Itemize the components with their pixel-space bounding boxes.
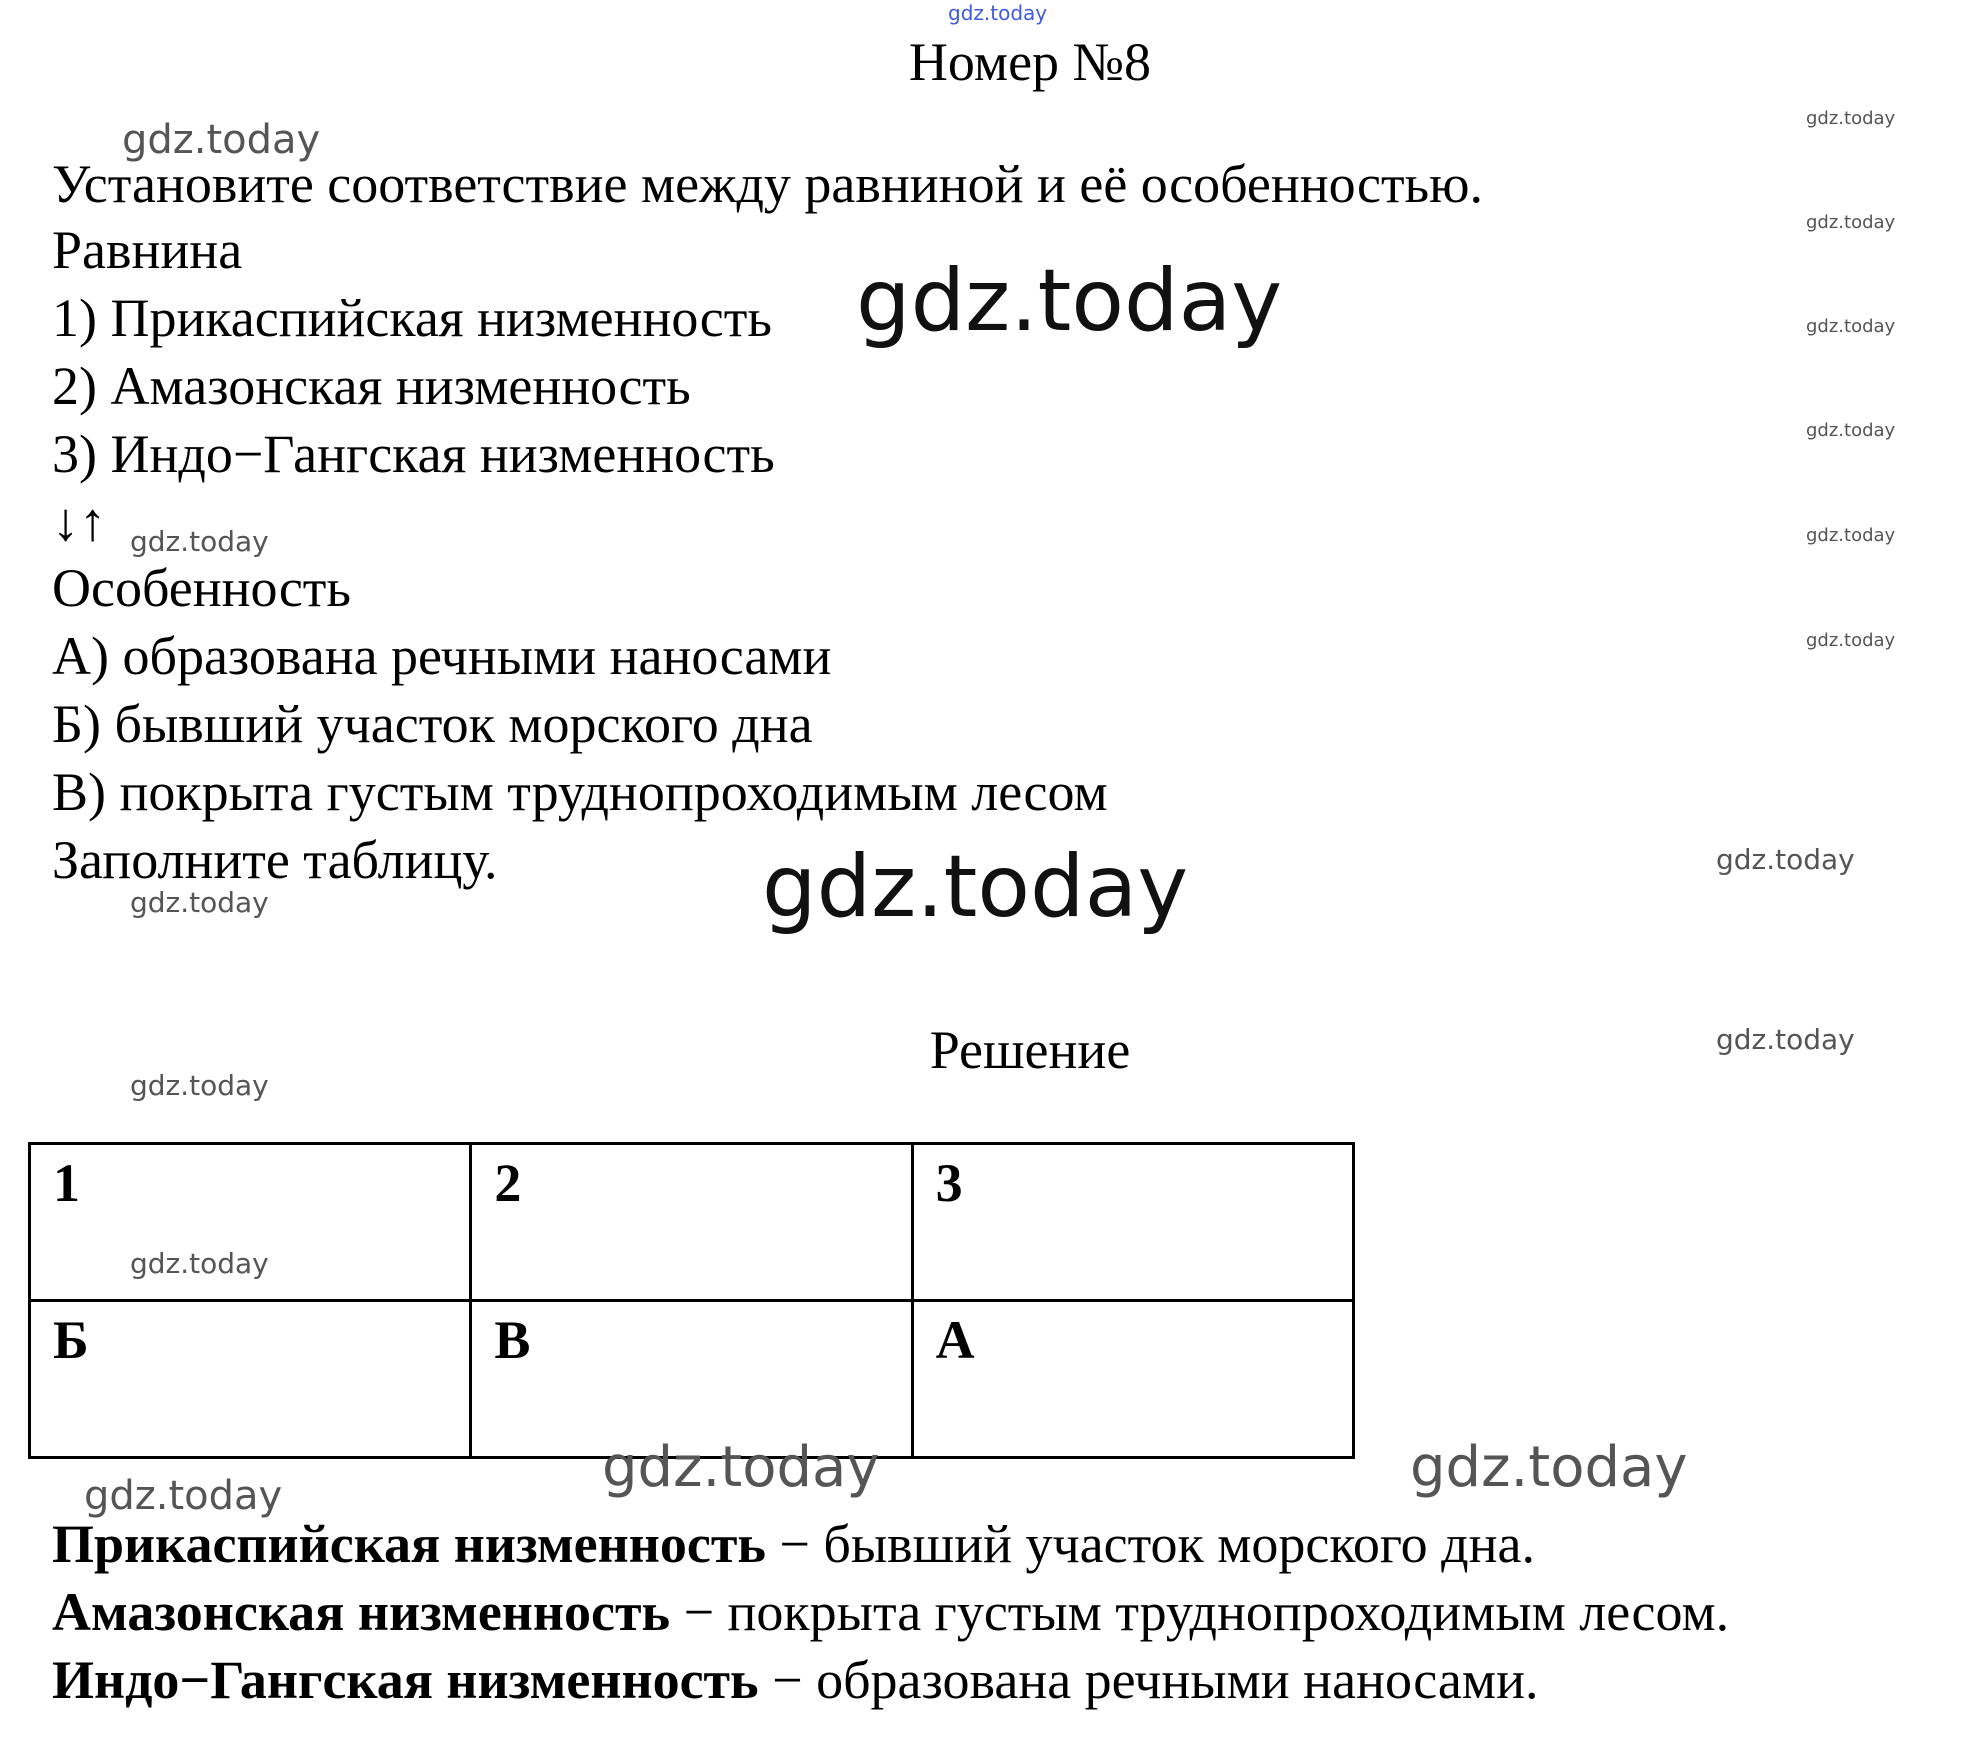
table-cell: 1 [30,1144,471,1301]
answer-table [28,1142,1355,1459]
feature-item: Б) бывший участок морского дна [52,694,813,754]
fill-prompt: Заполните таблицу. [52,830,498,890]
plains-header: Равнина [52,220,243,280]
explanation-text: − образована речными наносами. [758,1650,1539,1710]
features-header: Особенность [52,558,352,618]
watermark: gdz.today [130,1069,269,1102]
table-cell: 2 [471,1144,912,1301]
watermark: gdz.today [1806,630,1896,651]
watermark: gdz.today [1716,1023,1855,1056]
plain-item: 1) Прикаспийская низменность [52,288,772,348]
watermark: gdz.today [1806,420,1896,441]
table-cell: А [912,1301,1353,1458]
watermark: gdz.today [1410,1435,1688,1500]
watermark: gdz.today [1806,525,1896,546]
table-cell: В [471,1301,912,1458]
plain-name: Индо−Гангская низменность [52,1650,759,1710]
watermark: gdz.today [1806,212,1896,233]
plain-name: Амазонская низменность [52,1582,671,1642]
plain-item: 3) Индо−Гангская низменность [52,424,775,484]
watermark: gdz.today [1716,843,1855,876]
watermark: gdz.today [1806,316,1896,337]
explanation-line [52,1648,1538,1712]
task-instruction: Установите соответствие между равниной и её особенностью. [52,154,1484,214]
solution-title: Решение [929,1020,1131,1080]
watermark: gdz.today [602,1435,880,1500]
page-title: Номер №8 [908,32,1152,92]
watermark: gdz.today [948,1,1048,25]
table-row [30,1301,1354,1458]
explanation-line [52,1512,1535,1576]
watermark: gdz.today [130,1247,269,1280]
watermark: gdz.today [130,525,269,558]
plain-item: 2) Амазонская низменность [52,356,691,416]
watermark: gdz.today [856,251,1283,351]
table-cell: 3 [912,1144,1353,1301]
explanation-text: − бывший участок морского дна. [765,1514,1535,1574]
watermark: gdz.today [1806,108,1896,129]
plain-name: Прикаспийская низменность [52,1514,766,1574]
table-cell: Б [30,1301,471,1458]
watermark: gdz.today [762,837,1189,937]
watermark: gdz.today [130,886,269,919]
arrows-icon: ↓↑ [52,492,106,552]
watermark: gdz.today [84,1473,283,1519]
explanation-text: − покрыта густым труднопроходимым лесом. [670,1582,1730,1642]
feature-item: В) покрыта густым труднопроходимым лесом [52,762,1108,822]
feature-item: А) образована речными наносами [52,626,832,686]
watermark: gdz.today [122,117,321,163]
explanation-line [52,1580,1729,1644]
